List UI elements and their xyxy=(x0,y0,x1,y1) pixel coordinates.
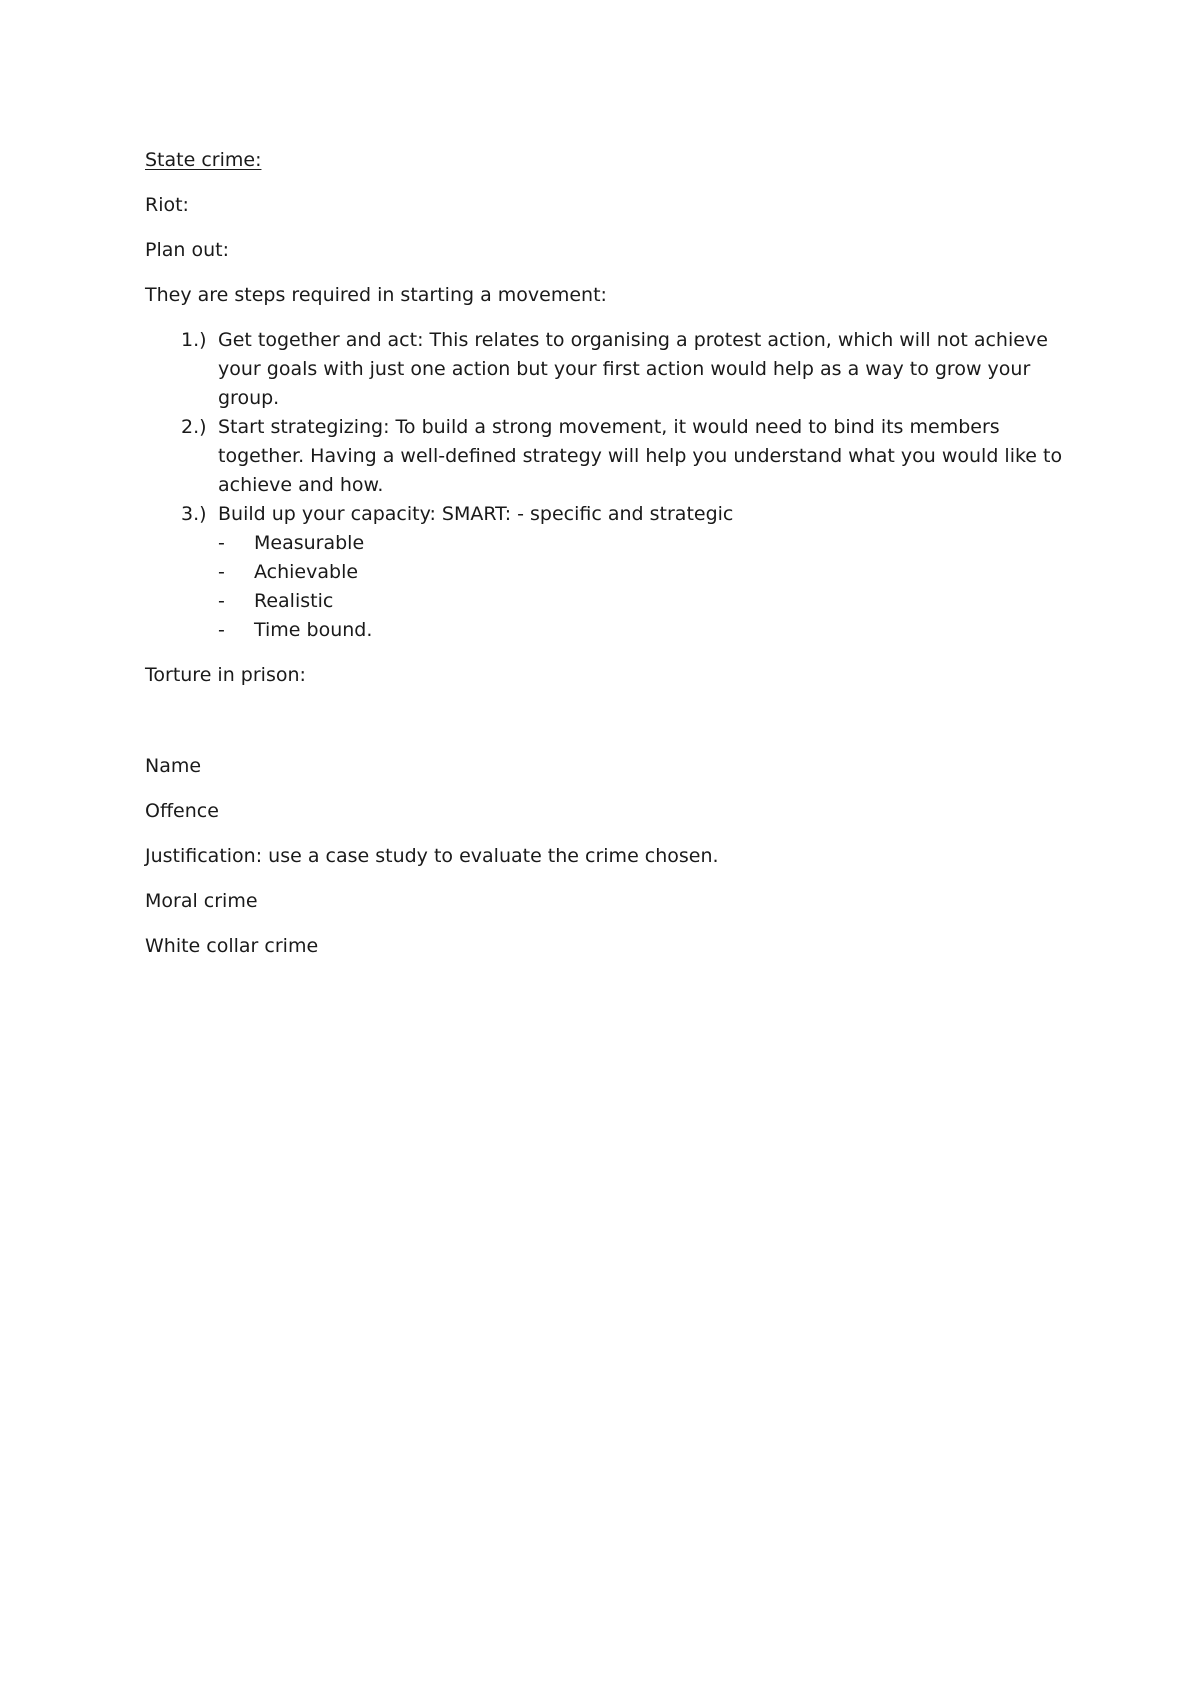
justification-text: Justification: use a case study to evaluate the crime chosen. xyxy=(145,845,719,867)
step-number: 2.) xyxy=(181,416,207,438)
step-number: 3.) xyxy=(181,503,207,525)
intro-text: They are steps required in starting a movement: xyxy=(145,284,607,306)
step-item xyxy=(145,413,1065,500)
label-riot: Riot: xyxy=(145,194,189,216)
step-text: Get together and act: This relates to organising a protest action, which will not achieve your goals with just one action but your first action would help as a way to grow your group. xyxy=(218,329,1048,409)
dash-bullet: - xyxy=(218,561,225,583)
document-body xyxy=(145,146,1065,977)
step-text: Build up your capacity: SMART: - specific and strategic xyxy=(218,503,734,525)
dash-bullet: - xyxy=(218,619,225,641)
label-offence: Offence xyxy=(145,800,219,822)
sublist-item xyxy=(218,558,1065,587)
label-moral-crime: Moral crime xyxy=(145,890,258,912)
label-torture-in-prison: Torture in prison: xyxy=(145,664,306,686)
sublist-item xyxy=(218,616,1065,645)
sublist-item xyxy=(218,587,1065,616)
sublist-text: Measurable xyxy=(254,532,365,554)
sublist-item xyxy=(218,529,1065,558)
dash-bullet: - xyxy=(218,590,225,612)
step-item xyxy=(145,326,1065,413)
label-plan-out: Plan out: xyxy=(145,239,229,261)
smart-sublist xyxy=(218,529,1065,645)
heading-state-crime: State crime: xyxy=(145,149,262,171)
steps-list xyxy=(145,326,1065,645)
sublist-text: Time bound. xyxy=(254,619,373,641)
dash-bullet: - xyxy=(218,532,225,554)
label-name: Name xyxy=(145,755,202,777)
step-item xyxy=(145,500,1065,645)
step-text: Start strategizing: To build a strong movement, it would need to bind its members together. Having a well-defined strategy will help you understand what you would like to achieve and how. xyxy=(218,416,1063,496)
blank-space xyxy=(145,706,1065,752)
step-number: 1.) xyxy=(181,329,207,351)
label-white-collar-crime: White collar crime xyxy=(145,935,319,957)
sublist-text: Achievable xyxy=(254,561,359,583)
sublist-text: Realistic xyxy=(254,590,334,612)
